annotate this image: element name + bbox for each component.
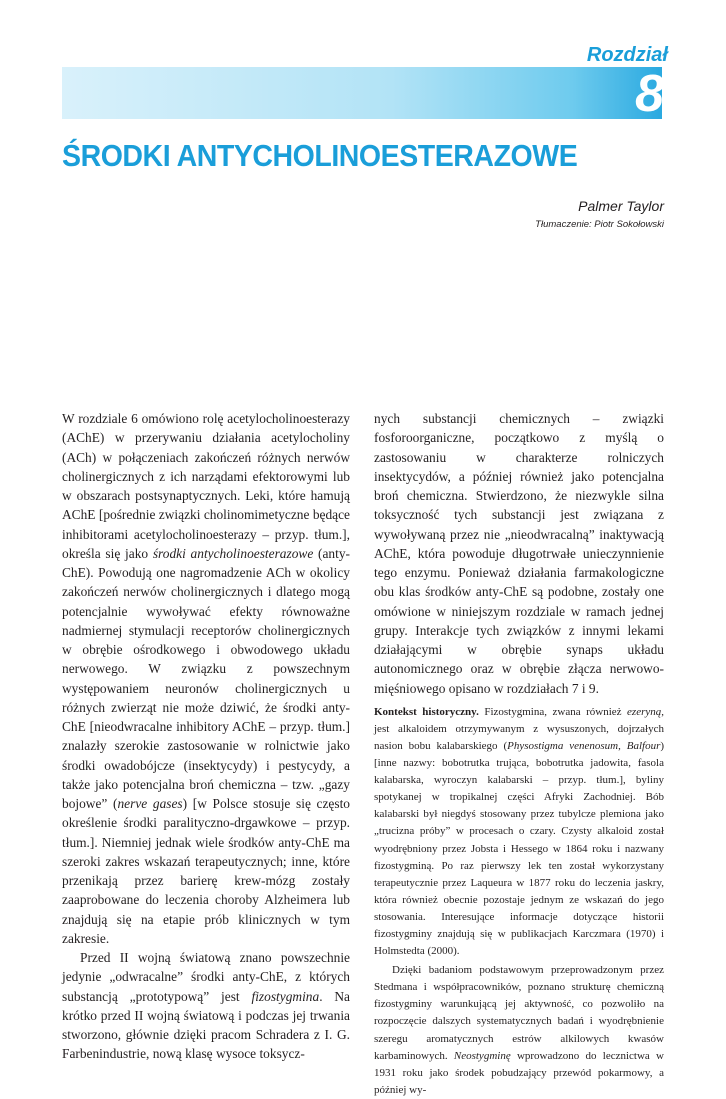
italic-term: Balfour: [626, 739, 661, 752]
chapter-number: 8: [635, 65, 664, 123]
chapter-title: ŚRODKI ANTYCHOLINOESTERAZOWE: [62, 138, 578, 173]
paragraph: W rozdziale 6 omówiono rolę acetylocholinoesterazy (AChE) w przerywaniu działania acetylocholiny (ACh) w połączeniach zakończeń różnych nerwów cholinergicznych z ich narządami efektorowymi lub w obszarach postsynaptycznych. Leki, które hamują AChE [pośrednie związki cholinomimetyczne będące inhibitorami acetylocholinoesterazy – przyp. tłum.], określa się jako środki antycholinoesterazowe (anty-ChE). Powodują one nagromadzenie ACh w okolicy zakończeń nerwów cholinergicznych i dlatego mogą potencjalnie wywoływać efekty równoważne nadmiernej stymulacji receptorów cholinergicznych w obrębie ośrodkowego i obwodowego układu nerwowego. W związku z powszechnym występowaniem neuronów cholinergicznych u różnych zwierząt nie może dziwić, że środki anty-ChE [nieodwracalne inhibitory AChE – przyp. tłum.] znalazły szerokie zastosowanie w rolnictwie jako środki owadobójcze (insektycydy) i pestycydy, a także jako potencjalna broń chemiczna – tzw. „gazy bojowe” (nerve gases) [w Polsce stosuje się często określenie środki paralityczno-drgawkowe – przyp. tłum.]. Niemniej jednak wiele środków anty-ChE ma szeroki zakres wskazań terapeutycznych; inne, które przenikają przez barierę krew-mózg zostały zaaprobowane do leczenia choroby Alzheimera lub znajdują się na etapie prób klinicznych w tym zakresie.: [62, 411, 350, 946]
body-column-left: [62, 409, 350, 1064]
section-lead-label: Kontekst historyczny.: [374, 705, 479, 718]
italic-term: środki antycholinoesterazowe: [152, 545, 314, 561]
paragraph: Przed II wojną światową znano powszechnie jedynie „odwracalne” środki anty-ChE, z których substancją „prototypową” jest fizostygmina. Na krótko przed II wojną światową i podczas jej trwania stworzono, głównie dzięki pracom Schradera z I. G. Farbenindustrie, nową klasę wysoce toksycz-: [62, 950, 350, 1062]
italic-term: fizostygmina: [251, 988, 320, 1004]
chapter-label: Rozdział: [586, 44, 668, 66]
author-name: Palmer Taylor: [578, 198, 664, 214]
italic-term: Physostigma venenosum: [507, 739, 619, 752]
paragraph: nych substancji chemicznych – związki fosforoorganiczne, początkowo z myślą o zastosowaniu w charakterze rolniczych insektycydów, a później również jako potencjalna broń chemiczna. Stwierdzono, że niezwykle silna toksyczność tych substancji jest związana z wywoływaną przez nie „nieodwracalną” inaktywacją AChE, która powoduje długotrwałe unieczynnienie tego enzymu. Ponieważ działania farmakologiczne obu klas środków anty-ChE są podobne, zostały one omówione w niniejszym rozdziale w ramach jednej grupy. Interakcje tych związków z innymi lekami działającymi w obrębie synaps układu autonomicznego oraz w obrębie złącza nerwowo-mięśniowego opisano w rozdziałach 7 i 9.: [374, 411, 664, 696]
historical-context-paragraph: [374, 704, 664, 960]
chapter-header-band: [62, 65, 664, 123]
italic-term: ezeryną: [627, 705, 662, 718]
italic-term: Neostygminę: [453, 1049, 511, 1062]
translator-credit: Tłumaczenie: Piotr Sokołowski: [535, 219, 664, 230]
paragraph-text: Fizostygmina, zwana również ezeryną, jest alkaloidem otrzymywanym z wysuszonych, dojrzałych nasion bobu kalabarskiego (Physostigma venenosum, Balfour) [inne nazwy: bobotrutka trująca, bobotrutka jadowita, fasola kalabarska, wyroczyn kalabarski – przyp. tłum.], byliny spotykanej w tropikalnej części Afryki Zachodniej. Bób kalabarski był niegdyś stosowany przez tubylcze plemiona jako „trucizna próby” w procesach o czary. Czysty alkaloid został wyodrębniony przez Jobsta i Hessego w 1864 roku i nazwany fizostygminą. Po raz pierwszy lek ten został wykorzystany terapeutycznie przez Laqueura w 1877 roku do leczenia jaskry, która również obecnie pozostaje jednym ze wskazań do jego stosowania. Interesujące informacje dotyczące historii fizostygminy znajdują się w publikacjach Karczmara (1970) i Holmstedta (2000).: [374, 705, 665, 958]
body-column-right: [374, 409, 664, 1099]
italic-term: nerve gases: [117, 796, 183, 811]
paragraph: Dzięki badaniom podstawowym przeprowadzonym przez Stedmana i współpracowników, poznano strukturę chemiczną fizostygminy warunkującą jej aktywność, co pozwoliło na rozpoczęcie dalszych systematycznych badań i wyodrębnienie szeregu aromatycznych estrów alkilowych kwasów karbaminowych. Neostygminę wprowadzono do lecznictwa w 1931 roku jako środek pobudzający przewód pokarmowy, a później wy-: [374, 964, 664, 1096]
